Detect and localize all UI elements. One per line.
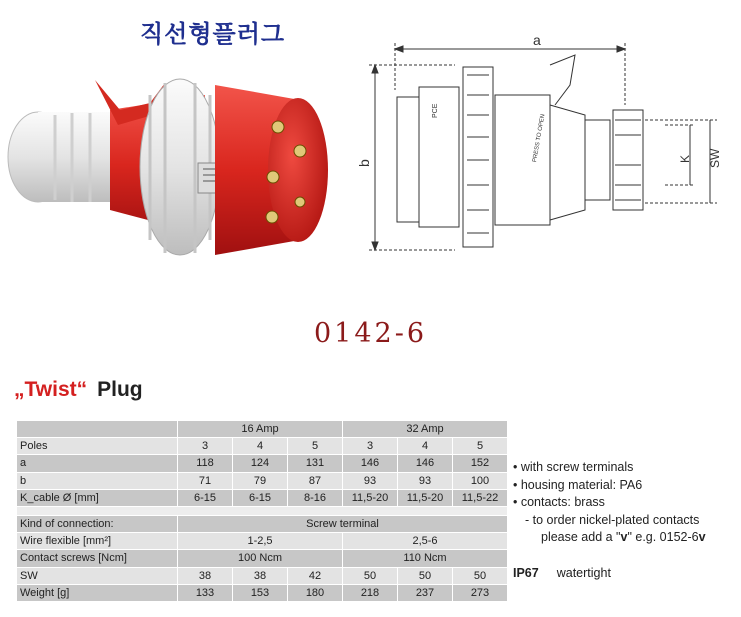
note-item: • with screw terminals [513, 460, 634, 474]
dim-k: K [678, 154, 692, 163]
dim-a: a [533, 32, 541, 48]
press-to-open-stamp: PRESS TO OPEN [532, 113, 547, 163]
note-item: • housing material: PA6 [513, 477, 643, 492]
cell: 133 [178, 584, 233, 601]
table-spacer [17, 506, 508, 515]
table-row [17, 438, 508, 455]
table-row [17, 472, 508, 489]
row-label: Kind of connection: [17, 515, 178, 532]
cell: 100 [453, 472, 508, 489]
cell: 50 [343, 567, 398, 584]
cell: 2,5-6 [343, 533, 508, 550]
cell: 4 [233, 438, 288, 455]
cell: 87 [288, 472, 343, 489]
note-item: please add a "v" e.g. 0152-6v [541, 530, 706, 545]
cell: 50 [453, 567, 508, 584]
row-label: SW [17, 567, 178, 584]
plug-photo [0, 55, 330, 275]
cell: 237 [398, 584, 453, 601]
row-label: a [17, 455, 178, 472]
dim-b: b [356, 159, 372, 167]
cell: 38 [178, 567, 233, 584]
product-heading [14, 378, 143, 402]
cell: 5 [288, 438, 343, 455]
cell: 218 [343, 584, 398, 601]
cell: 146 [398, 455, 453, 472]
table-row [17, 489, 508, 506]
cell: 153 [233, 584, 288, 601]
cell: 180 [288, 584, 343, 601]
cell: 4 [398, 438, 453, 455]
cell: 93 [398, 472, 453, 489]
ip-rating [513, 566, 611, 580]
table-row [17, 533, 508, 550]
table-row [17, 584, 508, 601]
row-label: Contact screws [Ncm] [17, 550, 178, 567]
cell: 152 [453, 455, 508, 472]
cell: 3 [343, 438, 398, 455]
cell: Screw terminal [178, 515, 508, 532]
feature-notes [513, 459, 706, 547]
row-label: b [17, 472, 178, 489]
cell: 131 [288, 455, 343, 472]
cell: 38 [233, 567, 288, 584]
model-code: 0142-6 [313, 318, 427, 349]
cell: 50 [398, 567, 453, 584]
table-row [17, 550, 508, 567]
cell: 118 [178, 455, 233, 472]
cell: 42 [288, 567, 343, 584]
row-label: Weight [g] [17, 584, 178, 601]
cell: 146 [343, 455, 398, 472]
technical-drawing [345, 25, 741, 275]
note-item: - to order nickel-plated contacts [525, 512, 700, 527]
table-row [17, 515, 508, 532]
cell: 79 [233, 472, 288, 489]
row-label: K_cable Ø [mm] [17, 489, 178, 506]
cell: 6-15 [178, 489, 233, 506]
cell: 110 Ncm [343, 550, 508, 567]
product-type: Plug [97, 378, 143, 401]
ip-code: IP67 [513, 566, 539, 580]
cell: 124 [233, 455, 288, 472]
table-row [17, 567, 508, 584]
cell: 5 [453, 438, 508, 455]
group-header-32: 32 Amp [343, 421, 508, 438]
row-label: Wire flexible [mm²] [17, 533, 178, 550]
product-name: „Twist“ [14, 378, 88, 401]
cell: 1-2,5 [178, 533, 343, 550]
cell: 3 [178, 438, 233, 455]
cell: 273 [453, 584, 508, 601]
dim-sw: SW [708, 148, 722, 168]
cell: 11,5-22 [453, 489, 508, 506]
brand-stamp: PCE [432, 103, 439, 118]
cell: 11,5-20 [398, 489, 453, 506]
cell: 6-15 [233, 489, 288, 506]
cell: 71 [178, 472, 233, 489]
cell: 100 Ncm [178, 550, 343, 567]
korean-title: 직선형플러그 [140, 19, 286, 48]
cell: 11,5-20 [343, 489, 398, 506]
ip-text: watertight [556, 566, 611, 580]
cell: 93 [343, 472, 398, 489]
row-label: Poles [17, 438, 178, 455]
table-row [17, 421, 508, 438]
cell: 8-16 [288, 489, 343, 506]
group-header-16: 16 Amp [178, 421, 343, 438]
note-item: • contacts: brass [513, 495, 605, 510]
table-row [17, 455, 508, 472]
spec-table [17, 421, 508, 602]
